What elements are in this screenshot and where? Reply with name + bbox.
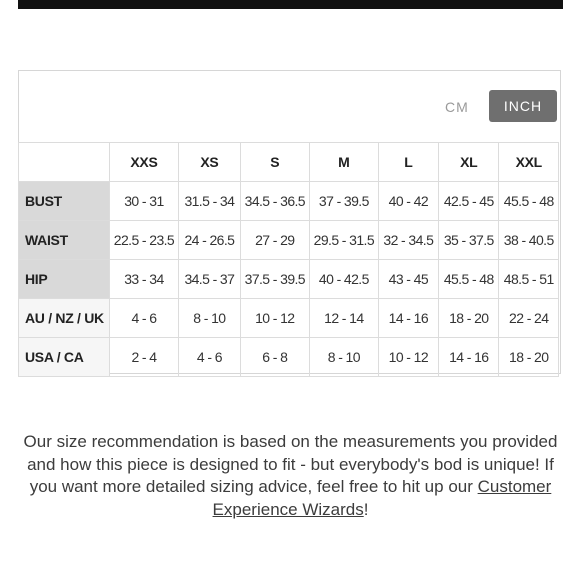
table-cell: 18 - 20 <box>499 338 559 377</box>
row-label: BUST <box>19 182 110 221</box>
table-cell: 43 - 45 <box>378 260 438 299</box>
table-cell: 34.5 - 37 <box>179 260 240 299</box>
table-cell: 27 - 29 <box>240 221 310 260</box>
row-label: USA / CA <box>19 338 110 377</box>
table-cell: 34.5 - 36.5 <box>240 182 310 221</box>
size-recommendation-note <box>18 431 563 521</box>
table-cell: 40 - 42.5 <box>310 260 379 299</box>
table-cell: 24 - 26.5 <box>179 221 240 260</box>
table-cell: 8 - 10 <box>179 299 240 338</box>
top-bar <box>18 0 563 9</box>
table-cell: 10 - 12 <box>240 299 310 338</box>
table-cell: 38 - 40.5 <box>499 221 559 260</box>
note-end: ! <box>363 499 369 519</box>
table-cell: 4 - 6 <box>179 338 240 377</box>
table-row <box>19 299 559 338</box>
table-cell: 14 - 16 <box>439 338 499 377</box>
table-cell: 31.5 - 34 <box>179 182 240 221</box>
table-row <box>19 182 559 221</box>
note-text: Our size recommendation is based on the measurements you provided and how this piece is designed to fit - but everybody's bod is unique! If you want more detailed sizing advice, feel free to hit up our <box>23 432 558 496</box>
table-cell: 6 - 8 <box>240 338 310 377</box>
table-cell: 48.5 - 51 <box>499 260 559 299</box>
row-label: HIP <box>19 260 110 299</box>
row-label: WAIST <box>19 221 110 260</box>
unit-toggle <box>19 71 560 143</box>
table-cell: 4 - 6 <box>109 299 179 338</box>
table-cell: 14 - 16 <box>378 299 438 338</box>
table-cell: 2 - 4 <box>109 338 179 377</box>
size-table <box>18 142 559 377</box>
size-chart <box>18 70 561 374</box>
column-header: XXS <box>109 143 179 182</box>
table-cell: 42.5 - 45 <box>439 182 499 221</box>
column-header: XXL <box>499 143 559 182</box>
column-header: S <box>240 143 310 182</box>
table-cell: 30 - 31 <box>109 182 179 221</box>
table-cell: 12 - 14 <box>310 299 379 338</box>
table-row <box>19 221 559 260</box>
table-cell: 35 - 37.5 <box>439 221 499 260</box>
table-cell: 22.5 - 23.5 <box>109 221 179 260</box>
table-cell: 37 - 39.5 <box>310 182 379 221</box>
row-label: AU / NZ / UK <box>19 299 110 338</box>
unit-inch-option[interactable]: INCH <box>489 90 557 122</box>
table-cell: 33 - 34 <box>109 260 179 299</box>
table-cell: 22 - 24 <box>499 299 559 338</box>
table-cell: 45.5 - 48 <box>439 260 499 299</box>
table-cell: 18 - 20 <box>439 299 499 338</box>
table-cell: 32 - 34.5 <box>378 221 438 260</box>
table-corner-cell <box>19 143 110 182</box>
table-cell: 37.5 - 39.5 <box>240 260 310 299</box>
table-row <box>19 260 559 299</box>
unit-cm-option[interactable]: CM <box>445 99 469 115</box>
column-header: XS <box>179 143 240 182</box>
column-header: XL <box>439 143 499 182</box>
table-cell: 40 - 42 <box>378 182 438 221</box>
table-cell: 29.5 - 31.5 <box>310 221 379 260</box>
table-header-row <box>19 143 559 182</box>
table-cell: 8 - 10 <box>310 338 379 377</box>
column-header: L <box>378 143 438 182</box>
customer-experience-link[interactable]: Customer Experience Wizards <box>212 477 552 519</box>
table-row <box>19 338 559 377</box>
table-cell: 10 - 12 <box>378 338 438 377</box>
column-header: M <box>310 143 379 182</box>
table-cell: 45.5 - 48 <box>499 182 559 221</box>
